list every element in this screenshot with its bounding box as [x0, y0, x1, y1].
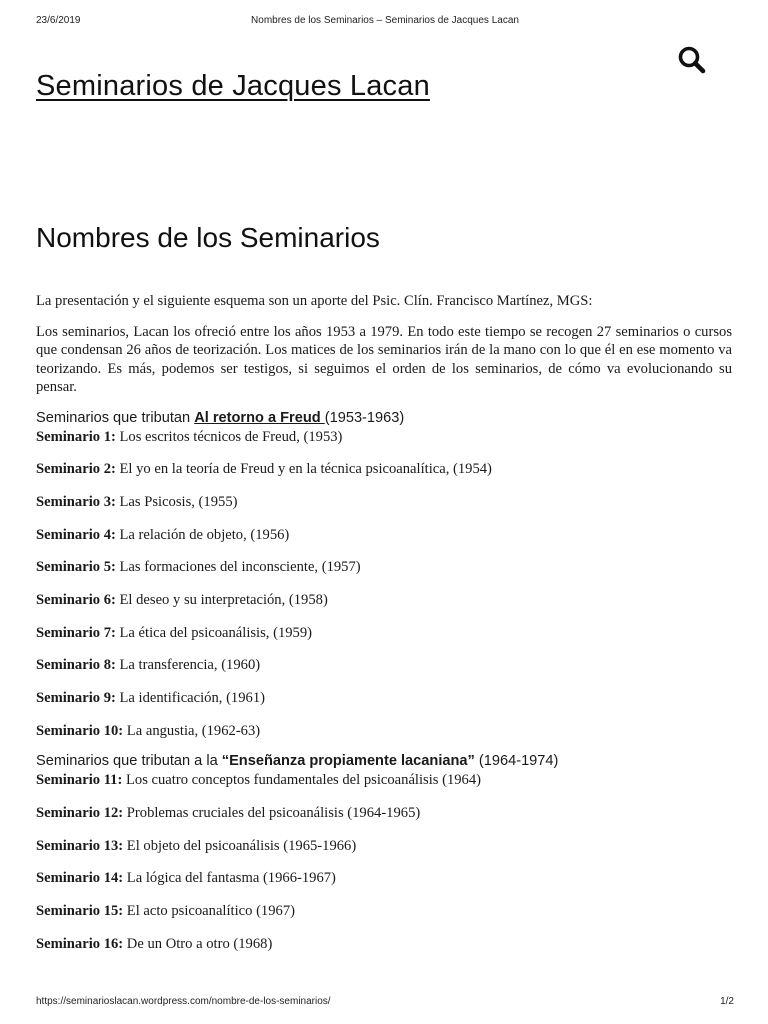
seminar-item [36, 493, 732, 512]
section-heading-suffix: (1953-1963) [324, 409, 405, 426]
seminar-label: Seminario 12: [36, 804, 124, 821]
seminar-label: Seminario 1: [36, 428, 116, 445]
seminar-item [36, 558, 732, 577]
seminar-title: Las Psicosis, (1955) [115, 493, 238, 510]
seminar-label: Seminario 6: [36, 591, 116, 608]
print-date: 23/6/2019 [36, 15, 81, 26]
seminar-title: La ética del psicoanálisis, (1959) [115, 624, 312, 641]
section-heading-retorno-freud [36, 409, 732, 428]
section-heading-emphasis: Al retorno a Freud [194, 409, 325, 426]
seminar-label: Seminario 14: [36, 870, 124, 887]
seminar-title: De un Otro a otro (1968) [123, 935, 273, 952]
seminar-label: Seminario 4: [36, 526, 116, 543]
seminar-label: Seminario 9: [36, 690, 116, 706]
seminar-label: Seminario 10: [36, 722, 124, 739]
section-heading-prefix: Seminarios que tributan a la [36, 753, 222, 770]
section-heading-suffix: (1964-1974) [474, 753, 559, 770]
seminar-item [36, 902, 732, 921]
seminar-label: Seminario 13: [36, 837, 124, 854]
site-title-link[interactable]: Seminarios de Jacques Lacan [36, 70, 430, 102]
section-heading-ensenanza-lacaniana [36, 752, 732, 771]
seminar-title: Los escritos técnicos de Freud, (1953) [115, 428, 343, 445]
seminar-item [36, 771, 732, 790]
seminar-label: Seminario 2: [36, 461, 116, 478]
seminar-title: La angustia, (1962-63) [123, 722, 261, 739]
seminar-title: La transferencia, (1960) [115, 657, 261, 674]
seminar-title: La lógica del fantasma (1966-1967) [123, 870, 336, 887]
page-title: Nombres de los Seminarios [36, 222, 380, 253]
seminar-label: Seminario 11: [36, 772, 123, 789]
seminar-item [36, 624, 732, 643]
seminar-title: Los cuatro conceptos fundamentales del psicoanálisis (1964) [122, 772, 482, 789]
seminar-item [36, 722, 732, 741]
print-page-number: 1/2 [720, 996, 734, 1007]
seminar-label: Seminario 3: [36, 493, 116, 510]
seminar-title: El deseo y su interpretación, (1958) [115, 591, 328, 608]
print-header [36, 15, 734, 29]
print-url: https://seminarioslacan.wordpress.com/nombre-de-los-seminarios/ [36, 996, 331, 1007]
print-page-title: Nombres de los Seminarios – Seminarios de Jacques Lacan [251, 15, 519, 26]
seminar-label: Seminario 5: [36, 559, 116, 576]
seminar-title: El acto psicoanalítico (1967) [123, 902, 295, 919]
seminar-title: La identificación, (1961) [115, 690, 265, 706]
seminar-list-1 [36, 428, 732, 741]
seminar-title: Las formaciones del inconsciente, (1957) [115, 559, 361, 576]
intro-text: La presentación y el siguiente esquema son un aporte del Psic. Clín. Francisco Martínez, MGS: [36, 293, 593, 309]
seminar-item [36, 837, 732, 856]
seminar-item [36, 656, 732, 675]
seminar-title: El yo en la teoría de Freud y en la técnica psicoanalítica, (1954) [115, 461, 492, 478]
section-heading-prefix: Seminarios que tributan [36, 409, 195, 426]
section-heading-emphasis: “Enseñanza propiamente lacaniana” [221, 753, 475, 770]
seminar-title: Problemas cruciales del psicoanálisis (1964-1965) [123, 804, 421, 821]
seminar-title: El objeto del psicoanálisis (1965-1966) [123, 837, 357, 854]
body-paragraph: Los seminarios, Lacan los ofreció entre los años 1953 a 1979. En todo este tiempo se recogen 27 seminarios o cursos que condensan 26 años de teorización. Los matices de los seminarios irán de la mano con lo que él en ese momento va teorizando. Es más, podemos ser testigos, si seguimos el orden de los seminarios, de cómo va evolucionando su pensar. [36, 323, 732, 395]
search-icon[interactable] [676, 44, 708, 76]
seminar-title: La relación de objeto, (1956) [115, 526, 290, 543]
seminar-label: Seminario 15: [36, 902, 124, 919]
seminar-item [36, 935, 732, 954]
seminar-item [36, 869, 732, 888]
seminar-item [36, 526, 732, 545]
seminar-item [36, 460, 732, 479]
seminar-label: Seminario 16: [36, 935, 124, 952]
seminar-item [36, 689, 732, 708]
seminar-label: Seminario 7: [36, 624, 116, 641]
seminar-item [36, 428, 732, 447]
seminar-item [36, 591, 732, 610]
seminar-label: Seminario 8: [36, 657, 116, 674]
seminar-item [36, 804, 732, 823]
print-footer [36, 996, 734, 1010]
article [36, 218, 732, 953]
seminar-list-2 [36, 771, 732, 953]
